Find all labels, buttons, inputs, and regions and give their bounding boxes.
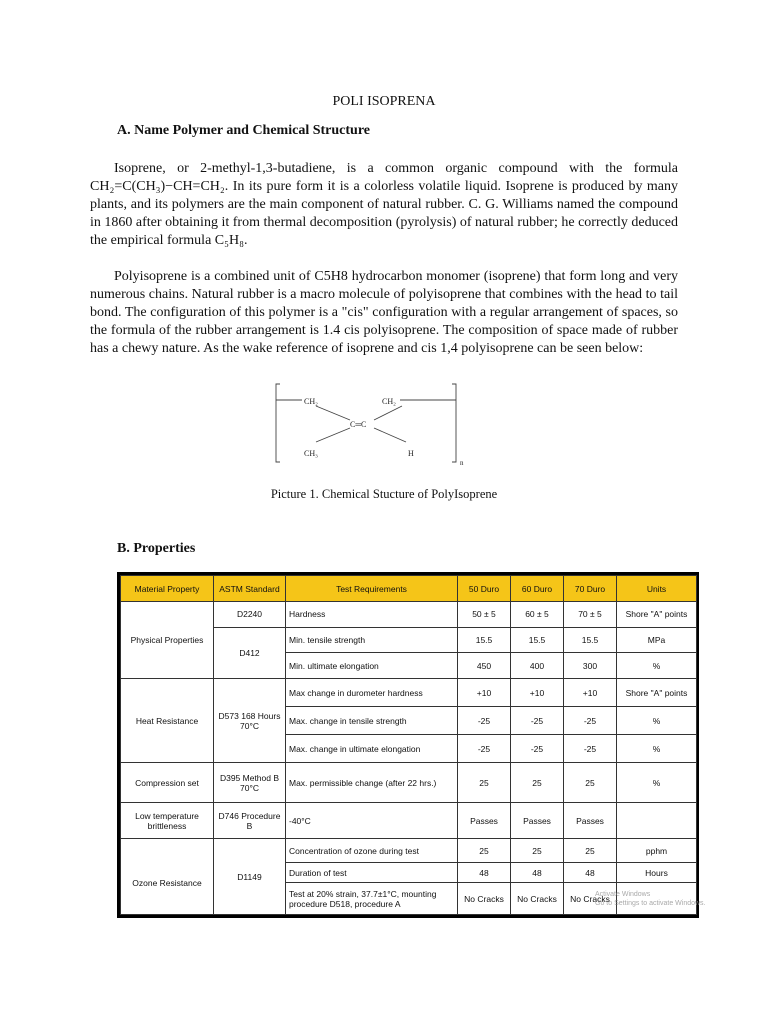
units-cell: % <box>617 763 697 803</box>
test-cell: Concentration of ozone during test <box>286 839 458 863</box>
double-bond-label: C═C <box>350 420 367 429</box>
test-cell: -40°C <box>286 803 458 839</box>
test-cell: Duration of test <box>286 863 458 883</box>
watermark-line-1: Activate Windows <box>595 891 651 898</box>
properties-table <box>120 575 697 915</box>
value-cell: +10 <box>458 679 511 707</box>
value-cell: 48 <box>458 863 511 883</box>
test-cell: Min. ultimate elongation <box>286 653 458 679</box>
section-b-heading: B. Properties <box>117 541 196 556</box>
test-cell: Max. change in tensile strength <box>286 707 458 735</box>
property-cell: Compression set <box>121 763 214 803</box>
value-cell: +10 <box>564 679 617 707</box>
test-cell: Hardness <box>286 602 458 628</box>
test-cell: Min. tensile strength <box>286 627 458 653</box>
value-cell: No Cracks <box>564 883 617 915</box>
value-cell: 25 <box>511 763 564 803</box>
header-material-property: Material Property <box>121 576 214 602</box>
value-cell: 48 <box>511 863 564 883</box>
paragraph-polyisoprene: Polyisoprene is a combined unit of C5H8 hydrocarbon monomer (isoprene) that form long and very numerous chains. Natural rubber is a macro molecule of polyisoprene that combines with the head to tail bond. The configuration of this polymer is a "cis" configuration with a regular arrangement of spaces, so the formula of the rubber arrangement is 1.4 cis polyisoprene. The composition of space made of rubber has a chewy nature. As the wake reference of isoprene and cis 1,4 polyisoprene can be seen below: <box>90 269 678 356</box>
table-row <box>121 839 697 863</box>
value-cell: 25 <box>511 839 564 863</box>
header-60-duro: 60 Duro <box>511 576 564 602</box>
repeat-n-label: n <box>460 459 464 467</box>
units-cell: pphm <box>617 839 697 863</box>
test-cell: Max. change in ultimate elongation <box>286 735 458 763</box>
paragraph-isoprene: Isoprene, or 2-methyl-1,3-butadiene, is a common organic compound with the formula CH₂=C(CH₃)−CH=CH₂. In its pure form it is a colorless volatile liquid. Isoprene is produced by many plants, and its polymers are the main component of natural rubber. C. G. Williams named the compound in 1860 after obtaining it from thermal decomposition (pyrolysis) of natural rubber; he correctly deduced the empirical formula C₅H₈. <box>90 161 678 248</box>
test-cell: Test at 20% strain, 37.7±1°C, mounting procedure D518, procedure A <box>286 883 458 915</box>
header-test: Test Requirements <box>286 576 458 602</box>
units-cell: % <box>617 707 697 735</box>
property-cell: Low temperature brittleness <box>121 803 214 839</box>
astm-cell: D1149 <box>214 839 286 915</box>
header-50-duro: 50 Duro <box>458 576 511 602</box>
units-cell <box>617 803 697 839</box>
units-cell: Shore "A" points <box>617 679 697 707</box>
value-cell: 48 <box>564 863 617 883</box>
value-cell: -25 <box>458 707 511 735</box>
value-cell: 400 <box>511 653 564 679</box>
value-cell: -25 <box>564 735 617 763</box>
property-cell: Ozone Resistance <box>121 839 214 915</box>
activate-windows-watermark <box>595 890 706 908</box>
astm-cell: D412 <box>214 627 286 678</box>
value-cell: 300 <box>564 653 617 679</box>
units-cell: % <box>617 653 697 679</box>
page-title: POLI ISOPRENA <box>332 94 436 109</box>
ch2-right-label: CH₂ <box>382 397 396 406</box>
value-cell: 25 <box>458 763 511 803</box>
astm-cell: D573 168 Hours 70°C <box>214 679 286 763</box>
value-cell: 450 <box>458 653 511 679</box>
value-cell: 15.5 <box>564 627 617 653</box>
property-cell: Heat Resistance <box>121 679 214 763</box>
value-cell: 60 ± 5 <box>511 602 564 628</box>
table-row <box>121 803 697 839</box>
value-cell: Passes <box>564 803 617 839</box>
value-cell: 70 ± 5 <box>564 602 617 628</box>
table-row <box>121 679 697 707</box>
header-astm: ASTM Standard <box>214 576 286 602</box>
value-cell: 15.5 <box>511 627 564 653</box>
value-cell: 25 <box>458 839 511 863</box>
value-cell: -25 <box>564 707 617 735</box>
header-70-duro: 70 Duro <box>564 576 617 602</box>
chemical-structure-diagram <box>270 380 480 468</box>
value-cell: No Cracks <box>511 883 564 915</box>
test-cell: Max change in durometer hardness <box>286 679 458 707</box>
value-cell: -25 <box>511 735 564 763</box>
property-cell: Physical Properties <box>121 602 214 679</box>
value-cell: +10 <box>511 679 564 707</box>
value-cell: 50 ± 5 <box>458 602 511 628</box>
units-cell: Hours <box>617 863 697 883</box>
units-cell: MPa <box>617 627 697 653</box>
figure-caption: Picture 1. Chemical Stucture of PolyIsoprene <box>270 487 498 501</box>
watermark-line-2: Go to Settings to activate Windows. <box>595 900 706 907</box>
header-units: Units <box>617 576 697 602</box>
value-cell: 25 <box>564 763 617 803</box>
value-cell: Passes <box>458 803 511 839</box>
value-cell: -25 <box>458 735 511 763</box>
astm-cell: D395 Method B 70°C <box>214 763 286 803</box>
astm-cell: D746 Procedure B <box>214 803 286 839</box>
value-cell: No Cracks <box>458 883 511 915</box>
units-cell: Shore "A" points <box>617 602 697 628</box>
properties-table-image <box>117 572 699 918</box>
astm-cell: D2240 <box>214 602 286 628</box>
value-cell: -25 <box>511 707 564 735</box>
ch3-label: CH₃ <box>304 449 318 458</box>
table-header-row <box>121 576 697 602</box>
test-cell: Max. permissible change (after 22 hrs.) <box>286 763 458 803</box>
h-label: H <box>408 449 414 458</box>
units-cell: % <box>617 735 697 763</box>
section-a-heading: A. Name Polymer and Chemical Structure <box>117 123 370 138</box>
value-cell: 15.5 <box>458 627 511 653</box>
value-cell: 25 <box>564 839 617 863</box>
table-row <box>121 763 697 803</box>
value-cell: Passes <box>511 803 564 839</box>
table-row <box>121 602 697 628</box>
ch2-left-label: CH₂ <box>304 397 318 406</box>
